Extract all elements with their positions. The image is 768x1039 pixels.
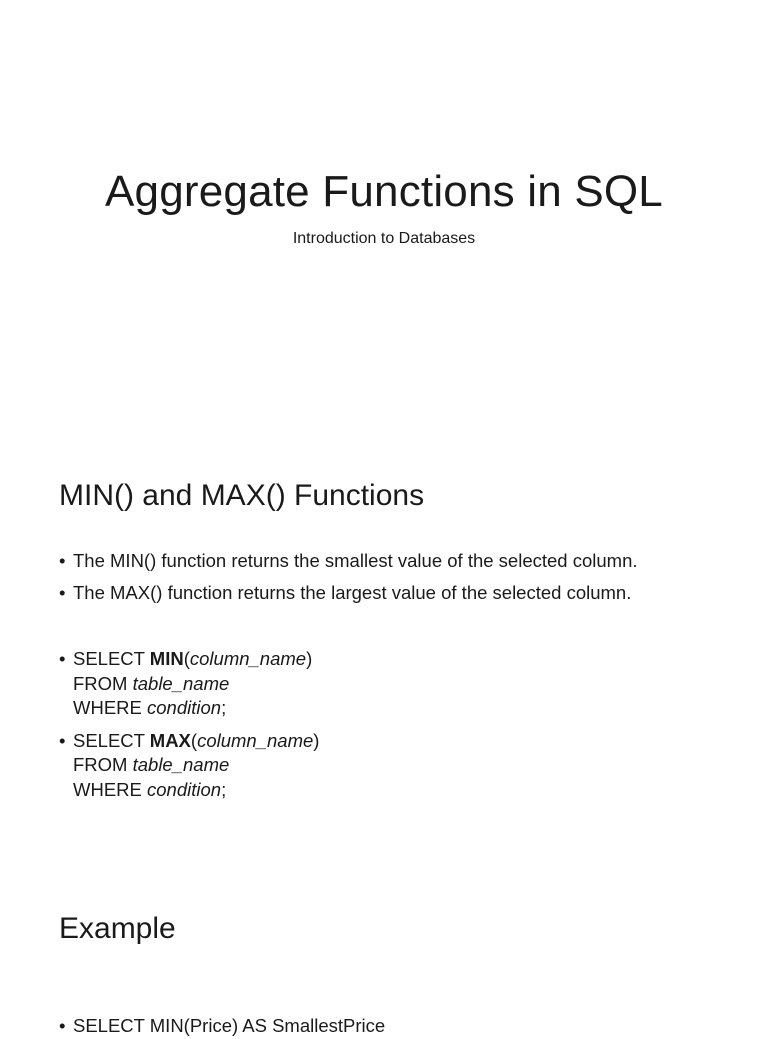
close-paren: ) bbox=[313, 729, 320, 751]
select-keyword: SELECT bbox=[73, 729, 150, 751]
where-keyword: WHERE bbox=[73, 697, 147, 718]
close-paren: ) bbox=[306, 648, 313, 669]
where-keyword: WHERE bbox=[73, 778, 147, 800]
min-max-slide bbox=[0, 432, 768, 887]
where-line bbox=[73, 778, 739, 803]
title-slide bbox=[0, 0, 768, 432]
semicolon: ; bbox=[221, 697, 227, 718]
from-keyword: FROM bbox=[73, 754, 133, 775]
function-name: MIN bbox=[149, 648, 184, 669]
select-line bbox=[73, 729, 739, 754]
open-paren: ( bbox=[183, 648, 190, 669]
where-line bbox=[73, 696, 739, 721]
select-line bbox=[73, 647, 739, 672]
from-line bbox=[73, 753, 739, 778]
definition-item-min: • The MIN() function returns the smallest value of the selected column. bbox=[59, 549, 739, 574]
table-placeholder: table_name bbox=[132, 672, 230, 694]
example-item: • SELECT MIN(Price) AS SmallestPrice bbox=[59, 1014, 739, 1039]
example-list bbox=[59, 1014, 739, 1039]
open-paren: ( bbox=[190, 729, 198, 751]
condition-placeholder: condition bbox=[147, 778, 222, 800]
table-placeholder: table_name bbox=[132, 754, 230, 775]
syntax-item-min bbox=[59, 647, 739, 721]
condition-placeholder: condition bbox=[147, 697, 222, 718]
semicolon: ; bbox=[221, 778, 227, 800]
syntax-list bbox=[59, 647, 739, 810]
select-keyword: SELECT bbox=[73, 648, 150, 669]
from-line bbox=[73, 672, 739, 697]
slide-heading: MIN() and MAX() Functions bbox=[59, 479, 425, 512]
definition-item-max: • The MAX() function returns the largest value of the selected column. bbox=[59, 581, 739, 606]
example-slide bbox=[0, 887, 768, 1036]
syntax-item-max bbox=[59, 729, 739, 803]
definition-list bbox=[59, 549, 739, 612]
column-placeholder: column_name bbox=[197, 729, 314, 751]
column-placeholder: column_name bbox=[189, 648, 307, 669]
from-keyword: FROM bbox=[73, 672, 133, 694]
presentation-title: Aggregate Functions in SQL bbox=[105, 167, 663, 216]
function-name: MAX bbox=[149, 729, 191, 751]
slide-heading: Example bbox=[59, 912, 176, 945]
presentation-subtitle: Introduction to Databases bbox=[292, 230, 476, 247]
